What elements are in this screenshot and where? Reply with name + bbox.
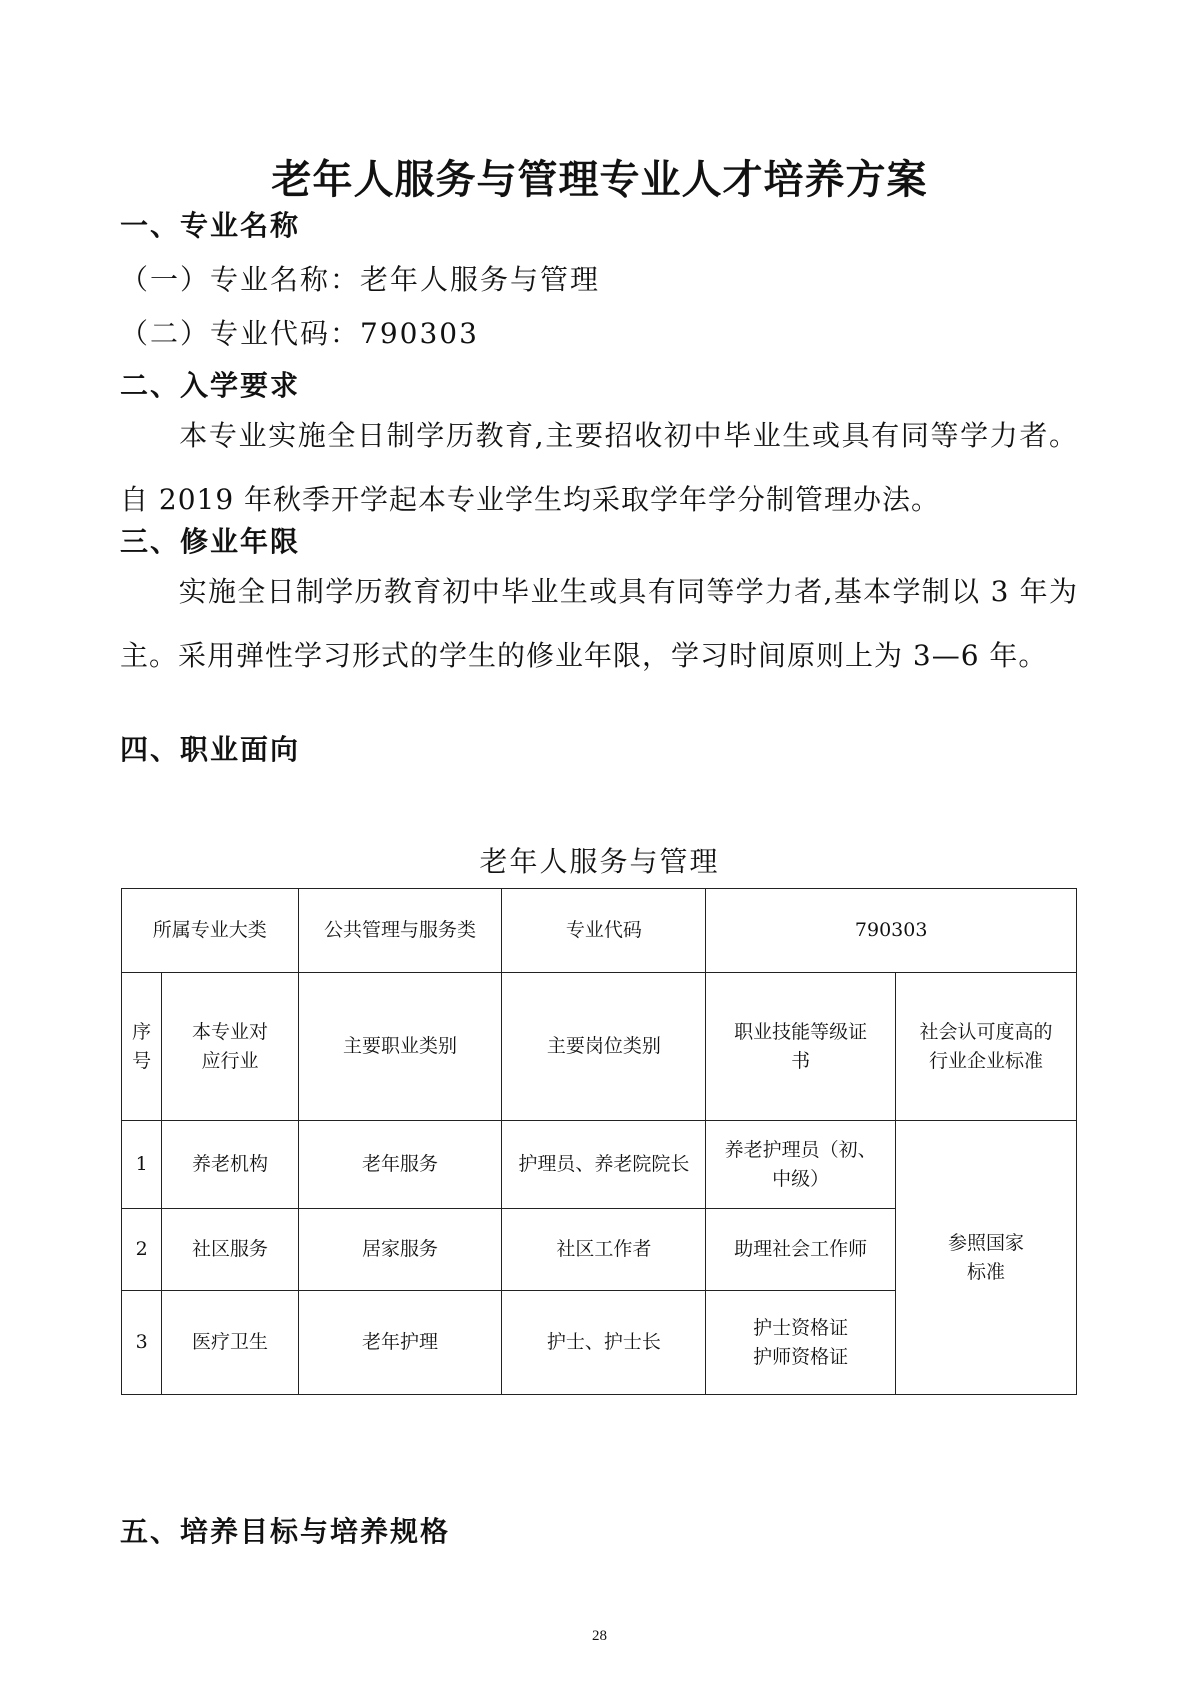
section-heading-career: 四、职业面向: [120, 733, 301, 766]
standard-merged-cell: 参照国家 标准: [896, 1121, 1077, 1395]
row-industry-cell: 医疗卫生: [162, 1291, 298, 1395]
row-index-cell: 2: [122, 1209, 162, 1291]
admission-text: 本专业实施全日制学历教育,主要招收初中毕业生或具有同等学力者。自 2019 年秋季开学起本专业学生均采取学年学分制管理办法。: [120, 419, 1078, 516]
major-code-line: （二）专业代码：790303: [120, 317, 479, 350]
table-column-header-row: [122, 973, 1077, 1121]
standard-header-cell: 社会认可度高的 行业企业标准: [896, 973, 1077, 1121]
row-occupation-cell: 老年服务: [298, 1121, 502, 1209]
career-table: [121, 888, 1077, 1395]
document-title: 老年人服务与管理专业人才培养方案: [271, 157, 928, 203]
certificate-header-cell: 职业技能等级证 书: [706, 973, 896, 1121]
table-row: [122, 1121, 1077, 1209]
section-heading-objectives: 五、培养目标与培养规格: [120, 1515, 451, 1548]
section-heading-major-name: 一、专业名称: [120, 209, 301, 242]
row-certificate-cell: 养老护理员（初、 中级）: [706, 1121, 896, 1209]
row-index-cell: 3: [122, 1291, 162, 1395]
row-occupation-cell: 居家服务: [298, 1209, 502, 1291]
section-heading-duration: 三、修业年限: [120, 525, 301, 558]
admission-paragraph: [120, 404, 1078, 532]
row-position-cell: 护士、护士长: [502, 1291, 706, 1395]
industry-header-cell: 本专业对 应行业: [162, 973, 298, 1121]
category-value-cell: 公共管理与服务类: [298, 889, 502, 973]
row-certificate-cell: 助理社会工作师: [706, 1209, 896, 1291]
code-value-cell: 790303: [706, 889, 1077, 973]
row-position-cell: 社区工作者: [502, 1209, 706, 1291]
page-number: 28: [592, 1628, 607, 1644]
row-occupation-cell: 老年护理: [298, 1291, 502, 1395]
table-header-row: [122, 889, 1077, 973]
category-label-cell: 所属专业大类: [122, 889, 299, 973]
row-index-cell: 1: [122, 1121, 162, 1209]
row-industry-cell: 社区服务: [162, 1209, 298, 1291]
duration-paragraph: [120, 560, 1078, 688]
table-caption: 老年人服务与管理: [479, 845, 720, 878]
occupation-header-cell: 主要职业类别: [298, 973, 502, 1121]
code-label-cell: 专业代码: [502, 889, 706, 973]
position-header-cell: 主要岗位类别: [502, 973, 706, 1121]
major-name-line: （一）专业名称：老年人服务与管理: [120, 263, 601, 296]
duration-text: 实施全日制学历教育初中毕业生或具有同等学力者,基本学制以 3 年为主。采用弹性学习形式的学生的修业年限，学习时间原则上为 3—6 年。: [120, 575, 1078, 672]
section-heading-admission: 二、入学要求: [120, 369, 301, 402]
row-position-cell: 护理员、养老院院长: [502, 1121, 706, 1209]
row-certificate-cell: 护士资格证 护师资格证: [706, 1291, 896, 1395]
row-industry-cell: 养老机构: [162, 1121, 298, 1209]
index-header-cell: 序 号: [122, 973, 162, 1121]
